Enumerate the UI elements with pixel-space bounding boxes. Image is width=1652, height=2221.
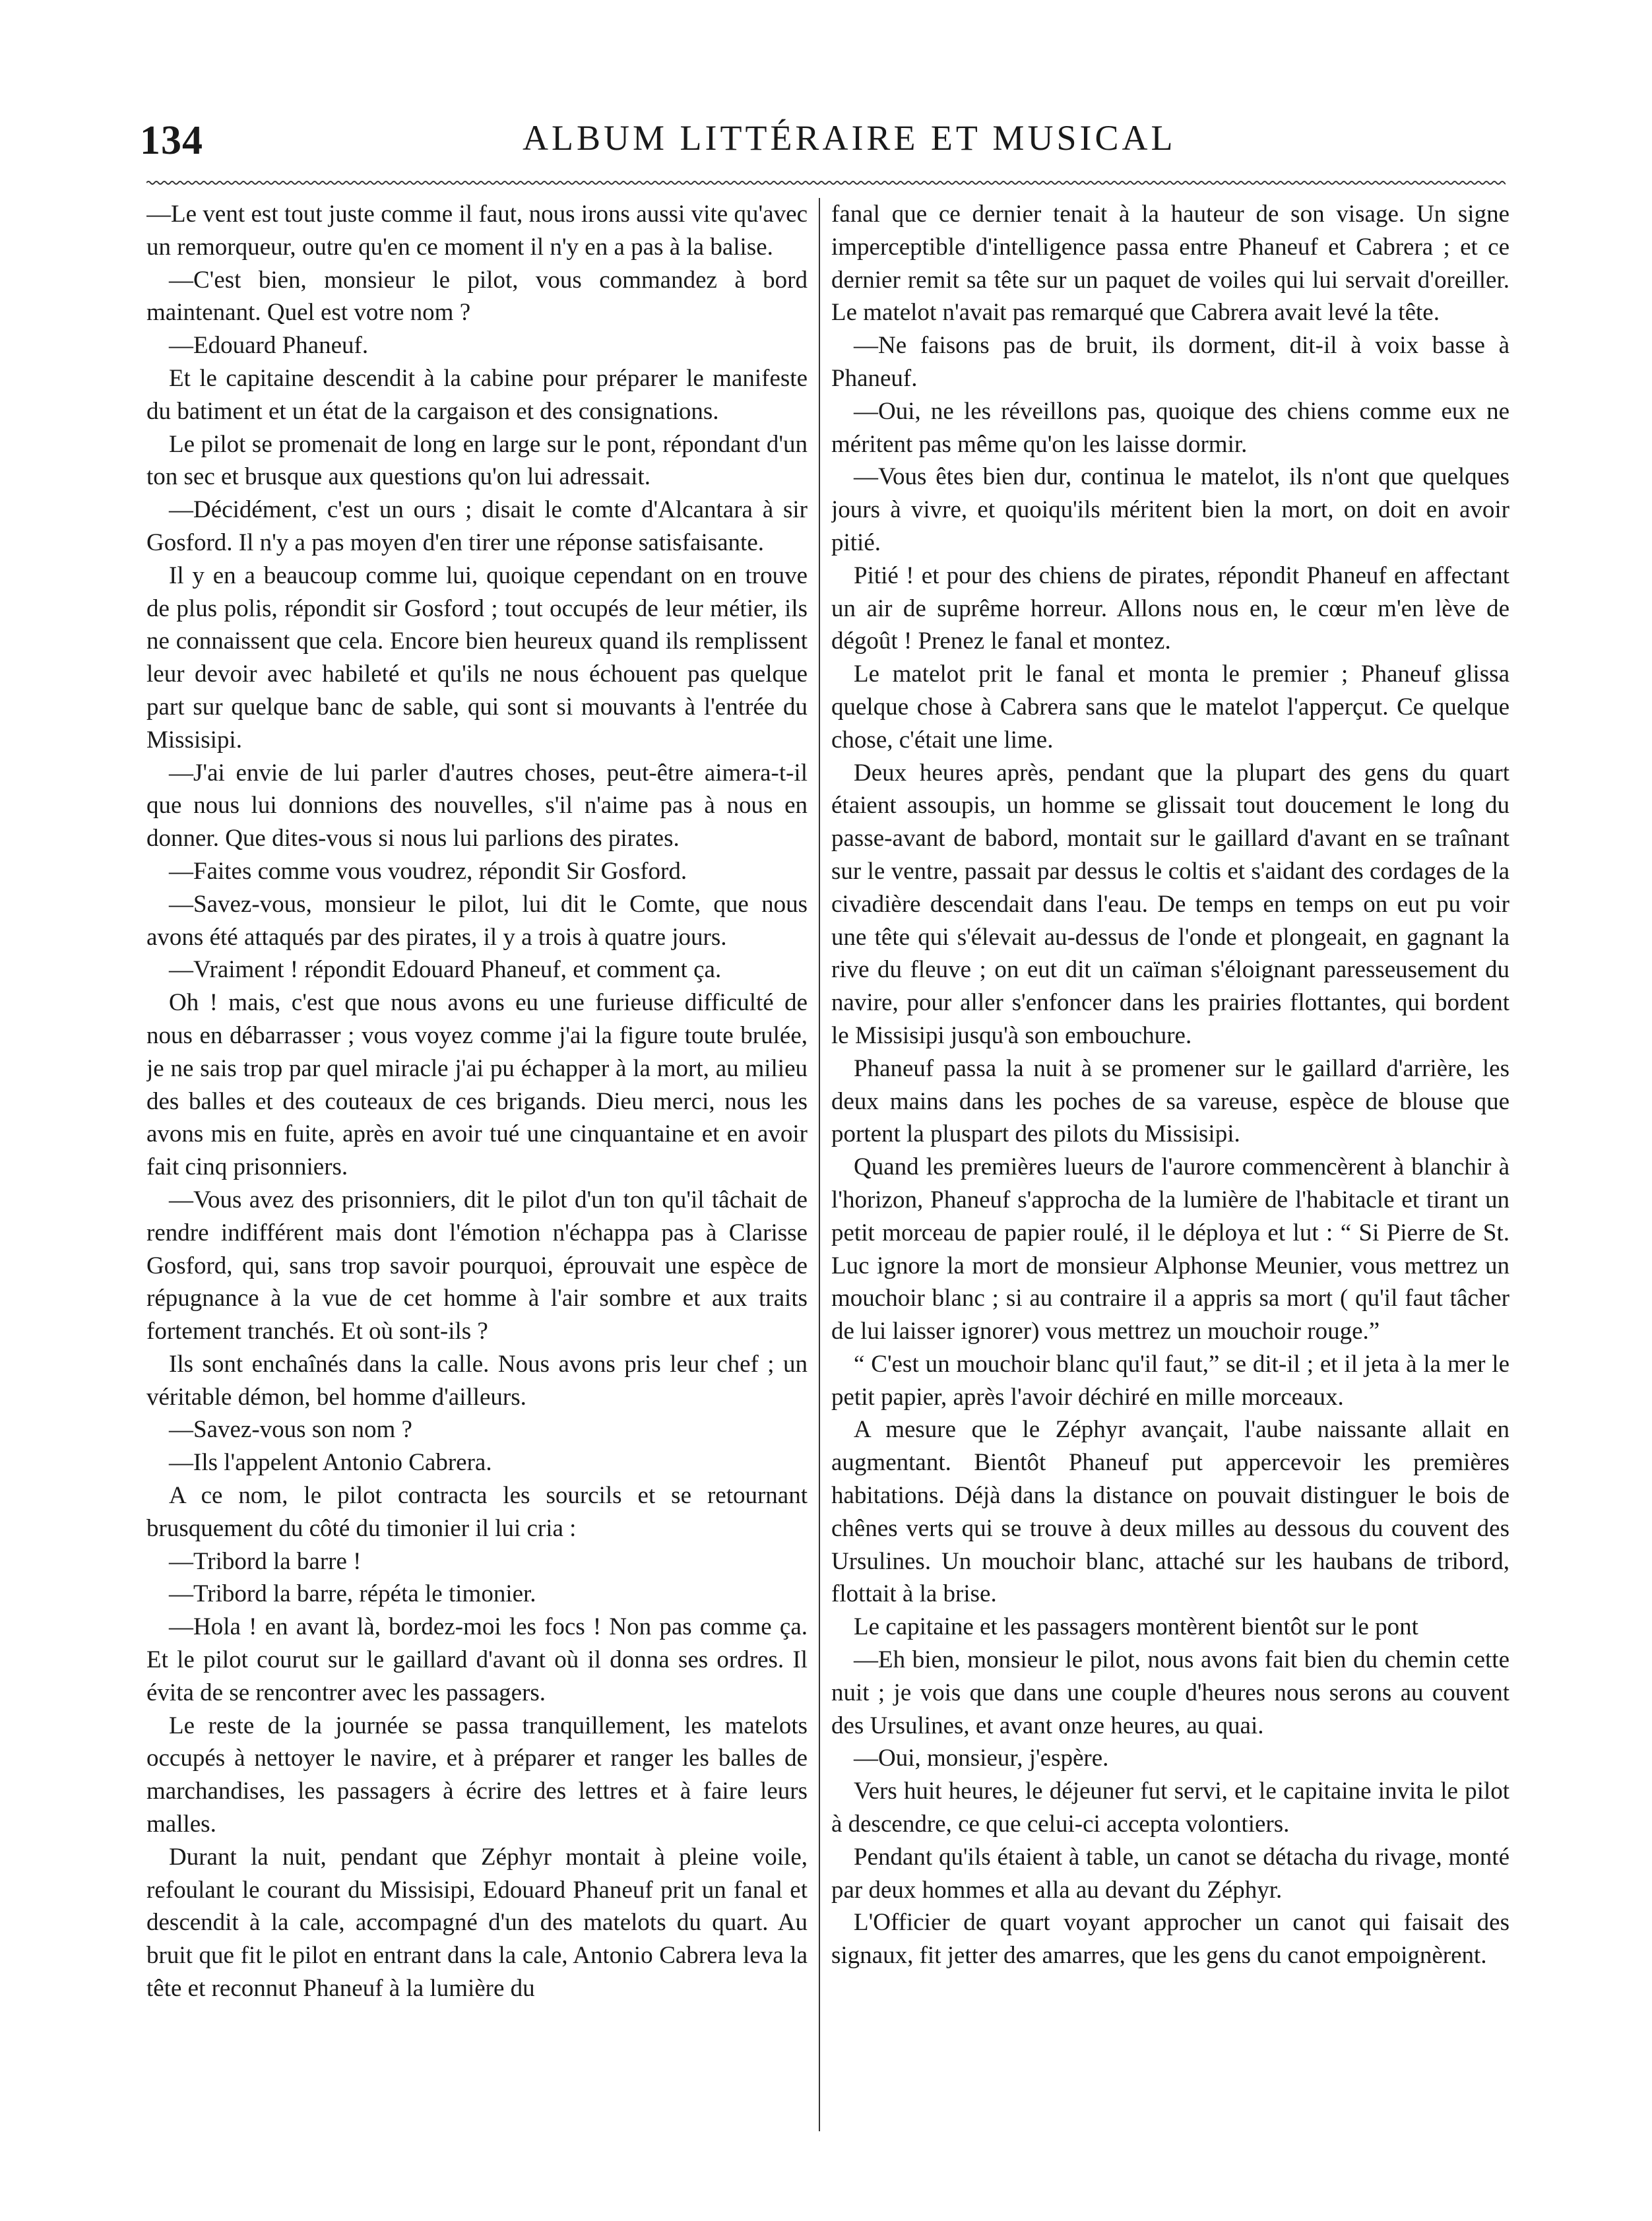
paragraph: Le reste de la journée se passa tranquillement, les matelots occupés à nettoyer le navire, et à préparer et ranger les balles de marchandises, les passagers à écrire des lettres et à faire leurs malles. xyxy=(146,1712,808,1838)
paragraph: —Tribord la barre, répéta le timonier. xyxy=(169,1580,536,1608)
paragraph: —Eh bien, monsieur le pilot, nous avons fait bien du chemin cette nuit ; je vois que dans une couple d'heures nous serons au couvent des Ursulines, et avant onze heures, au quai. xyxy=(831,1646,1509,1739)
running-title: ALBUM LITTÉRAIRE ET MUSICAL xyxy=(523,118,1176,158)
column-divider xyxy=(819,198,820,2131)
paragraph: “ C'est un mouchoir blanc qu'il faut,” se dit-il ; et il jeta à la mer le petit papier, après l'avoir déchiré en mille morceaux. xyxy=(831,1350,1509,1411)
paragraph: —Savez-vous, monsieur le pilot, lui dit le Comte, que nous avons été attaqués par des pirates, il y a trois à quatre jours. xyxy=(146,890,808,951)
paragraph: Le pilot se promenait de long en large sur le pont, répondant d'un ton sec et brusque aux questions qu'on lui adressait. xyxy=(146,430,808,491)
paragraph: fanal que ce dernier tenait à la hauteur de son visage. Un signe imperceptible d'intelligence passa entre Phaneuf et Cabrera ; et ce dernier remit sa tête sur un paquet de voiles qui lui servait d'oreiller. Le matelot n'avait pas remarqué que Cabrera avait levé la tête. xyxy=(831,201,1509,327)
page-number: 134 xyxy=(140,118,203,163)
right-column xyxy=(831,198,1509,2144)
paragraph: —Ne faisons pas de bruit, ils dorment, dit-il à voix basse à Phaneuf. xyxy=(831,332,1509,392)
paragraph: Le capitaine et les passagers montèrent bientôt sur le pont xyxy=(854,1613,1418,1641)
paragraph: Quand les premières lueurs de l'aurore commencèrent à blanchir à l'horizon, Phaneuf s'approcha de la lumière de l'habitacle et tirant un petit morceau de papier roulé, il le déploya et lut : “ Si Pierre de St. Luc ignore la mort de monsieur Alphonse Meunier, vous mettrez un mouchoir blanc ; si au contraire il a appris sa mort ( qu'il faut tâcher de lui laisser ignorer) vous mettrez un mouchoir rouge.” xyxy=(831,1153,1509,1345)
paragraph: —Oui, monsieur, j'espère. xyxy=(854,1745,1109,1772)
left-column xyxy=(146,198,808,2131)
paragraph: —J'ai envie de lui parler d'autres choses, peut-être aimera-t-il que nous lui donnions des nouvelles, s'il n'aime pas à nous en donner. Que dites-vous si nous lui parlions des pirates. xyxy=(146,759,808,853)
paragraph: —Ils l'appelent Antonio Cabrera. xyxy=(169,1449,492,1477)
paragraph: —Oui, ne les réveillons pas, quoique des chiens comme eux ne méritent pas même qu'on les laisse dormir. xyxy=(831,397,1509,458)
paragraph: Durant la nuit, pendant que Zéphyr montait à pleine voile, refoulant le courant du Missisipi, Edouard Phaneuf prit un fanal et descendit à la cale, accompagné d'un des matelots du quart. Au bruit que fit le pilot en entrant dans la cale, Antonio Cabrera leva la tête et reconnut Phaneuf à la lumière du xyxy=(146,1843,808,2003)
paragraph: —Décidément, c'est un ours ; disait le comte d'Alcantara à sir Gosford. Il n'y a pas moyen d'en tirer une réponse satisfaisante. xyxy=(146,496,808,556)
paragraph: Phaneuf passa la nuit à se promener sur le gaillard d'arrière, les deux mains dans les poches de sa vareuse, espèce de blouse que portent la pluspart des pilots du Missisipi. xyxy=(831,1054,1509,1148)
paragraph: —Edouard Phaneuf. xyxy=(169,332,369,360)
paragraph: Et le capitaine descendit à la cabine pour préparer le manifeste du batiment et un état de la cargaison et des consignations. xyxy=(146,364,808,425)
paragraph: A mesure que le Zéphyr avançait, l'aube naissante allait en augmentant. Bientôt Phaneuf put appercevoir les premières habitations. Déjà dans la distance on pouvait distinguer le bois de chênes verts qui se trouve à deux milles au dessous du couvent des Ursulines. Un mouchoir blanc, attaché sur les haubans de tribord, flottait à la brise. xyxy=(831,1416,1509,1608)
paragraph: Pendant qu'ils étaient à table, un canot se détacha du rivage, monté par deux hommes et alla au devant du Zéphyr. xyxy=(831,1843,1509,1904)
paragraph: —Vous avez des prisonniers, dit le pilot d'un ton qu'il tâchait de rendre indifférent mais dont l'émotion n'échappa pas à Clarisse Gosford, qui, sans trop savoir pourquoi, éprouvait une espèce de répugnance à la vue de cet homme à l'air sombre et aux traits fortement tranchés. Et où sont-ils ? xyxy=(146,1186,808,1345)
paragraph: —Le vent est tout juste comme il faut, nous irons aussi vite qu'avec un remorqueur, outre qu'en ce moment il n'y en a pas à la balise. xyxy=(146,201,808,261)
paragraph: —C'est bien, monsieur le pilot, vous commandez à bord maintenant. Quel est votre nom ? xyxy=(146,266,808,327)
paragraph: Ils sont enchaînés dans la calle. Nous avons pris leur chef ; un véritable démon, bel homme d'ailleurs. xyxy=(146,1350,808,1411)
wavy-header-rule xyxy=(146,179,1506,186)
page-header xyxy=(140,117,1507,177)
paragraph: Vers huit heures, le déjeuner fut servi, et le capitaine invita le pilot à descendre, ce que celui-ci accepta volontiers. xyxy=(831,1778,1509,1838)
paragraph: —Faites comme vous voudrez, répondit Sir Gosford. xyxy=(169,857,687,885)
paragraph: —Savez-vous son nom ? xyxy=(169,1416,412,1444)
paragraph: Deux heures après, pendant que la plupart des gens du quart étaient assoupis, un homme se glissait tout doucement le long du passe-avant de babord, montait sur le gaillard d'avant en se traînant sur le ventre, passait par dessus le coltis et s'aidant des cordages de la civadière descendait dans l'eau. De temps en temps on eut pu voir une tête qui s'élevait au-dessus de l'onde et plongeait, en gagnant la rive du fleuve ; on eut dit un caïman s'éloignant paresseusement du navire, pour aller s'enfoncer dans les prairies flottantes, qui bordent le Missisipi jusqu'à son embouchure. xyxy=(831,759,1509,1049)
paragraph: L'Officier de quart voyant approcher un canot qui faisait des signaux, fit jetter des amarres, que les gens du canot empoignèrent. xyxy=(831,1909,1509,1970)
paragraph: —Hola ! en avant là, bordez-moi les focs ! Non pas comme ça. Et le pilot courut sur le gaillard d'avant où il donna ses ordres. Il évita de se rencontrer avec les passagers. xyxy=(146,1613,808,1706)
paragraph: Il y en a beaucoup comme lui, quoique cependant on en trouve de plus polis, répondit sir Gosford ; tout occupés de leur métier, ils ne connaissent que cela. Encore bien heureux quand ils remplissent leur devoir avec habileté et qu'ils ne nous échouent pas quelque part sur quelque banc de sable, qui sont si mouvants à l'entrée du Missisipi. xyxy=(146,562,808,754)
paragraph: A ce nom, le pilot contracta les sourcils et se retournant brusquement du côté du timonier il lui cria : xyxy=(146,1482,808,1542)
paragraph: Oh ! mais, c'est que nous avons eu une furieuse difficulté de nous en débarrasser ; vous voyez comme j'ai la figure toute brulée, je ne sais trop par quel miracle j'ai pu échapper à la mort, au milieu des balles et des couteaux de ces brigands. Dieu merci, nous les avons mis en fuite, après en avoir tué une cinquantaine et en avoir fait cinq prisonniers. xyxy=(146,989,808,1181)
paragraph: Pitié ! et pour des chiens de pirates, répondit Phaneuf en affectant un air de suprême horreur. Allons nous en, le cœur m'en lève de dégoût ! Prenez le fanal et montez. xyxy=(831,562,1509,655)
paragraph: Le matelot prit le fanal et monta le premier ; Phaneuf glissa quelque chose à Cabrera sans que le matelot l'apperçut. Ce quelque chose, c'était une lime. xyxy=(831,660,1509,754)
paragraph: —Tribord la barre ! xyxy=(169,1547,362,1575)
paragraph: —Vous êtes bien dur, continua le matelot, ils n'ont que quelques jours à vivre, et quoiqu'ils méritent bien la mort, on doit en avoir pitié. xyxy=(831,463,1509,556)
paragraph: —Vraiment ! répondit Edouard Phaneuf, et comment ça. xyxy=(169,956,722,984)
